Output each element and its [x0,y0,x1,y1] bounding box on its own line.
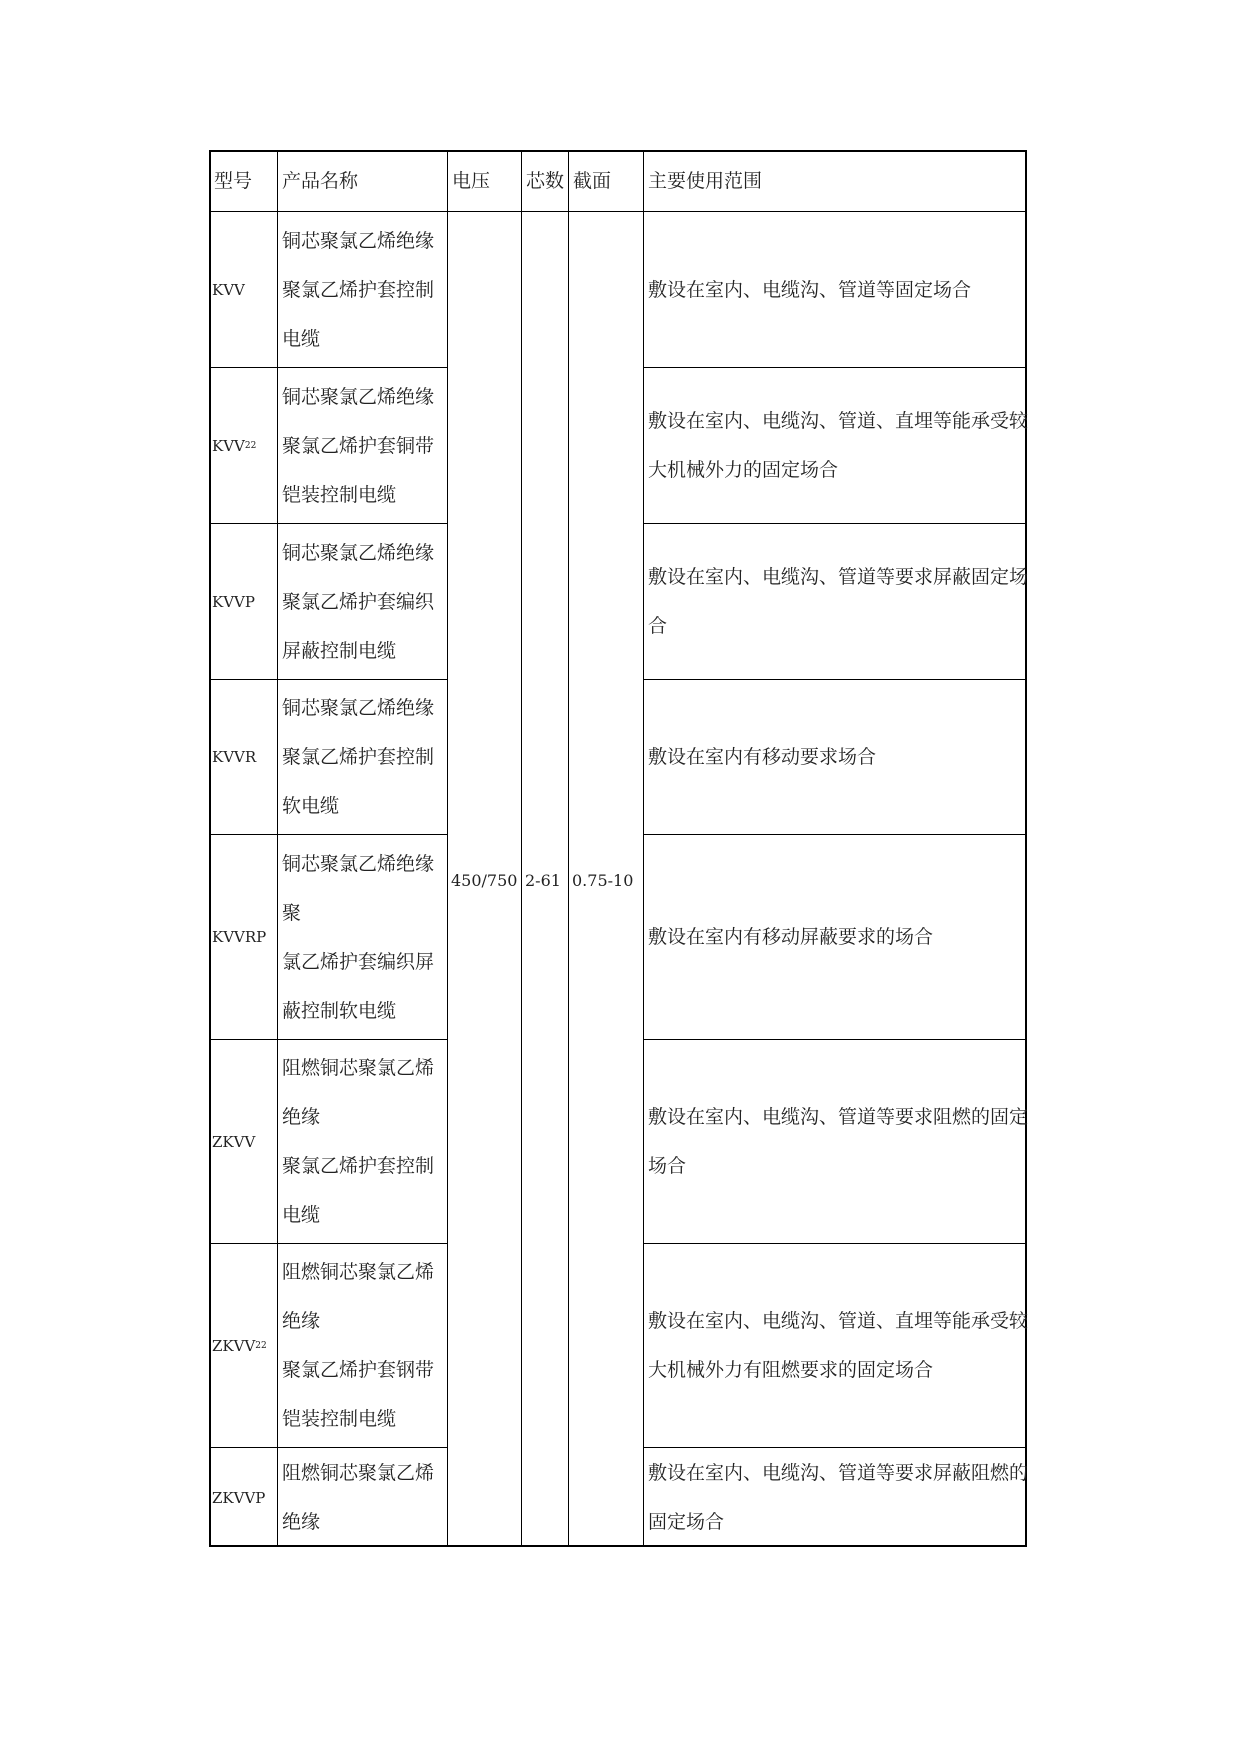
header-section: 截面 [573,170,612,192]
product-name-cell [279,836,447,1039]
row-divider [643,1243,1025,1244]
usage-line: 大机械外力有阻燃要求的固定场合 [648,1359,934,1381]
section-cell: 0.75-10 [572,870,634,890]
product-name-line: 阻燃铜芯聚氯乙烯 [282,1261,435,1283]
row-divider [211,679,447,680]
product-name-cell [279,1245,447,1447]
usage-cell [645,1041,1027,1243]
model-cell [211,681,277,834]
row-divider [643,1447,1025,1448]
usage-cell [645,525,1027,679]
product-name-line: 聚氯乙烯护套钢带 [282,1359,435,1381]
usage-cell [645,369,1027,523]
row-divider [643,679,1025,680]
product-name-line: 阻燃铜芯聚氯乙烯 [282,1057,435,1079]
usage-range [648,266,971,315]
product-name-cell [279,213,447,367]
usage-line: 敷设在室内、电缆沟、管道、直埋等能承受较 [648,1310,1029,1332]
product-name [282,1044,434,1240]
usage-cell [645,836,1027,1039]
usage-range [648,733,876,782]
row-divider [211,523,447,524]
product-name-line: 电缆 [282,1204,321,1226]
usage-line: 敷设在室内、电缆沟、管道等要求屏蔽阻燃的 [648,1462,1029,1484]
row-divider [211,1447,447,1448]
product-name-line: 聚氯乙烯护套铜带 [282,434,435,457]
model-code: ZKVV [212,1336,256,1355]
model-cell [211,1041,277,1243]
model-code: ZKVVP [212,1488,266,1507]
usage-range [648,1449,1028,1547]
product-name-line: 聚氯乙烯护套控制 [282,746,435,768]
model-code: KVV [212,436,245,455]
usage-cell [645,1245,1027,1447]
product-name-line: 聚氯乙烯护套控制 [282,1155,435,1177]
usage-cell [645,681,1027,834]
usage-line: 敷设在室内、电缆沟、管道等固定场合 [648,278,972,301]
usage-range [648,553,1028,651]
model-cell [211,213,277,367]
usage-line: 敷设在室内有移动要求场合 [648,746,877,768]
product-name-cell [279,525,447,679]
product-name [282,684,434,831]
product-name-line: 铜芯聚氯乙烯绝缘 [282,229,435,252]
header-cores: 芯数 [526,170,565,192]
usage-line: 敷设在室内、电缆沟、管道、直埋等能承受较 [648,410,1029,432]
model-cell [211,1449,277,1547]
usage-line: 场合 [648,1155,687,1177]
product-name [282,529,434,676]
model-cell [211,836,277,1039]
usage-cell [645,213,1027,367]
row-divider [211,211,1025,212]
product-name-line: 铜芯聚氯乙烯绝缘 [282,385,435,408]
row-divider [643,523,1025,524]
row-divider [211,1039,447,1040]
product-name-line: 铠装控制电缆 [282,483,397,506]
usage-line: 大机械外力的固定场合 [648,459,839,481]
column-divider [447,152,448,1545]
column-divider [568,152,569,1545]
row-divider [643,367,1025,368]
header-usage: 主要使用范围 [648,170,763,192]
column-divider [521,152,522,1545]
header-voltage: 电压 [452,170,491,192]
product-name [282,217,434,364]
product-name-line: 聚氯乙烯护套编织 [282,590,435,613]
row-divider [643,1039,1025,1040]
cable-spec-table [209,150,1027,1547]
usage-line: 敷设在室内有移动屏蔽要求的场合 [648,926,934,948]
product-name-line: 绝缘 [282,1106,321,1128]
usage-line: 敷设在室内、电缆沟、管道等要求屏蔽固定场 [648,566,1029,588]
product-name-line: 蔽控制软电缆 [282,999,397,1022]
model-code: ZKVV [212,1132,256,1151]
product-name-line: 铜芯聚氯乙烯绝缘 [282,541,435,564]
voltage-cell: 450/750 [451,870,518,890]
product-name-line: 电缆 [282,327,321,350]
model-cell [211,525,277,679]
product-name-line: 铜芯聚氯乙烯绝缘 [282,697,435,719]
column-divider [277,152,278,1545]
product-name-line: 铜芯聚氯乙烯绝缘 [282,852,435,875]
model-code: KVVRP [212,928,267,946]
product-name-line: 氯乙烯护套编织屏 [282,950,435,973]
product-name [282,840,434,1036]
header-product-name: 产品名称 [282,170,359,192]
usage-range [648,397,1028,495]
usage-range [648,913,933,962]
product-name [282,1248,434,1444]
product-name-cell [279,369,447,523]
product-name-line: 绝缘 [282,1310,321,1332]
row-divider [643,834,1025,835]
product-name-cell [279,1449,447,1547]
product-name-line: 聚 [282,901,302,924]
product-name-line: 铠装控制电缆 [282,1408,397,1430]
model-code: KVVP [212,592,255,611]
model-cell: KVV 22 [211,369,277,523]
usage-cell [645,1449,1027,1547]
product-name-cell [279,1041,447,1243]
row-divider [211,834,447,835]
column-divider [643,152,644,1545]
product-name [282,1449,434,1547]
model-code: KVVR [212,748,257,766]
model-code: KVV [212,280,245,299]
usage-line: 固定场合 [648,1511,725,1533]
product-name-line: 绝缘 [282,1511,321,1533]
usage-line: 敷设在室内、电缆沟、管道等要求阻燃的固定 [648,1106,1029,1128]
usage-range [648,1297,1028,1395]
model-cell: ZKVV 22 [211,1245,277,1447]
header-model: 型号 [214,170,253,192]
product-name-line: 阻燃铜芯聚氯乙烯 [282,1462,435,1484]
product-name-cell [279,681,447,834]
usage-range [648,1093,1028,1191]
usage-line: 合 [648,615,668,637]
product-name [282,373,434,520]
product-name-line: 聚氯乙烯护套控制 [282,278,435,301]
cores-cell: 2-61 [525,870,561,890]
row-divider [211,1243,447,1244]
product-name-line: 软电缆 [282,795,340,817]
product-name-line: 屏蔽控制电缆 [282,639,397,662]
row-divider [211,367,447,368]
